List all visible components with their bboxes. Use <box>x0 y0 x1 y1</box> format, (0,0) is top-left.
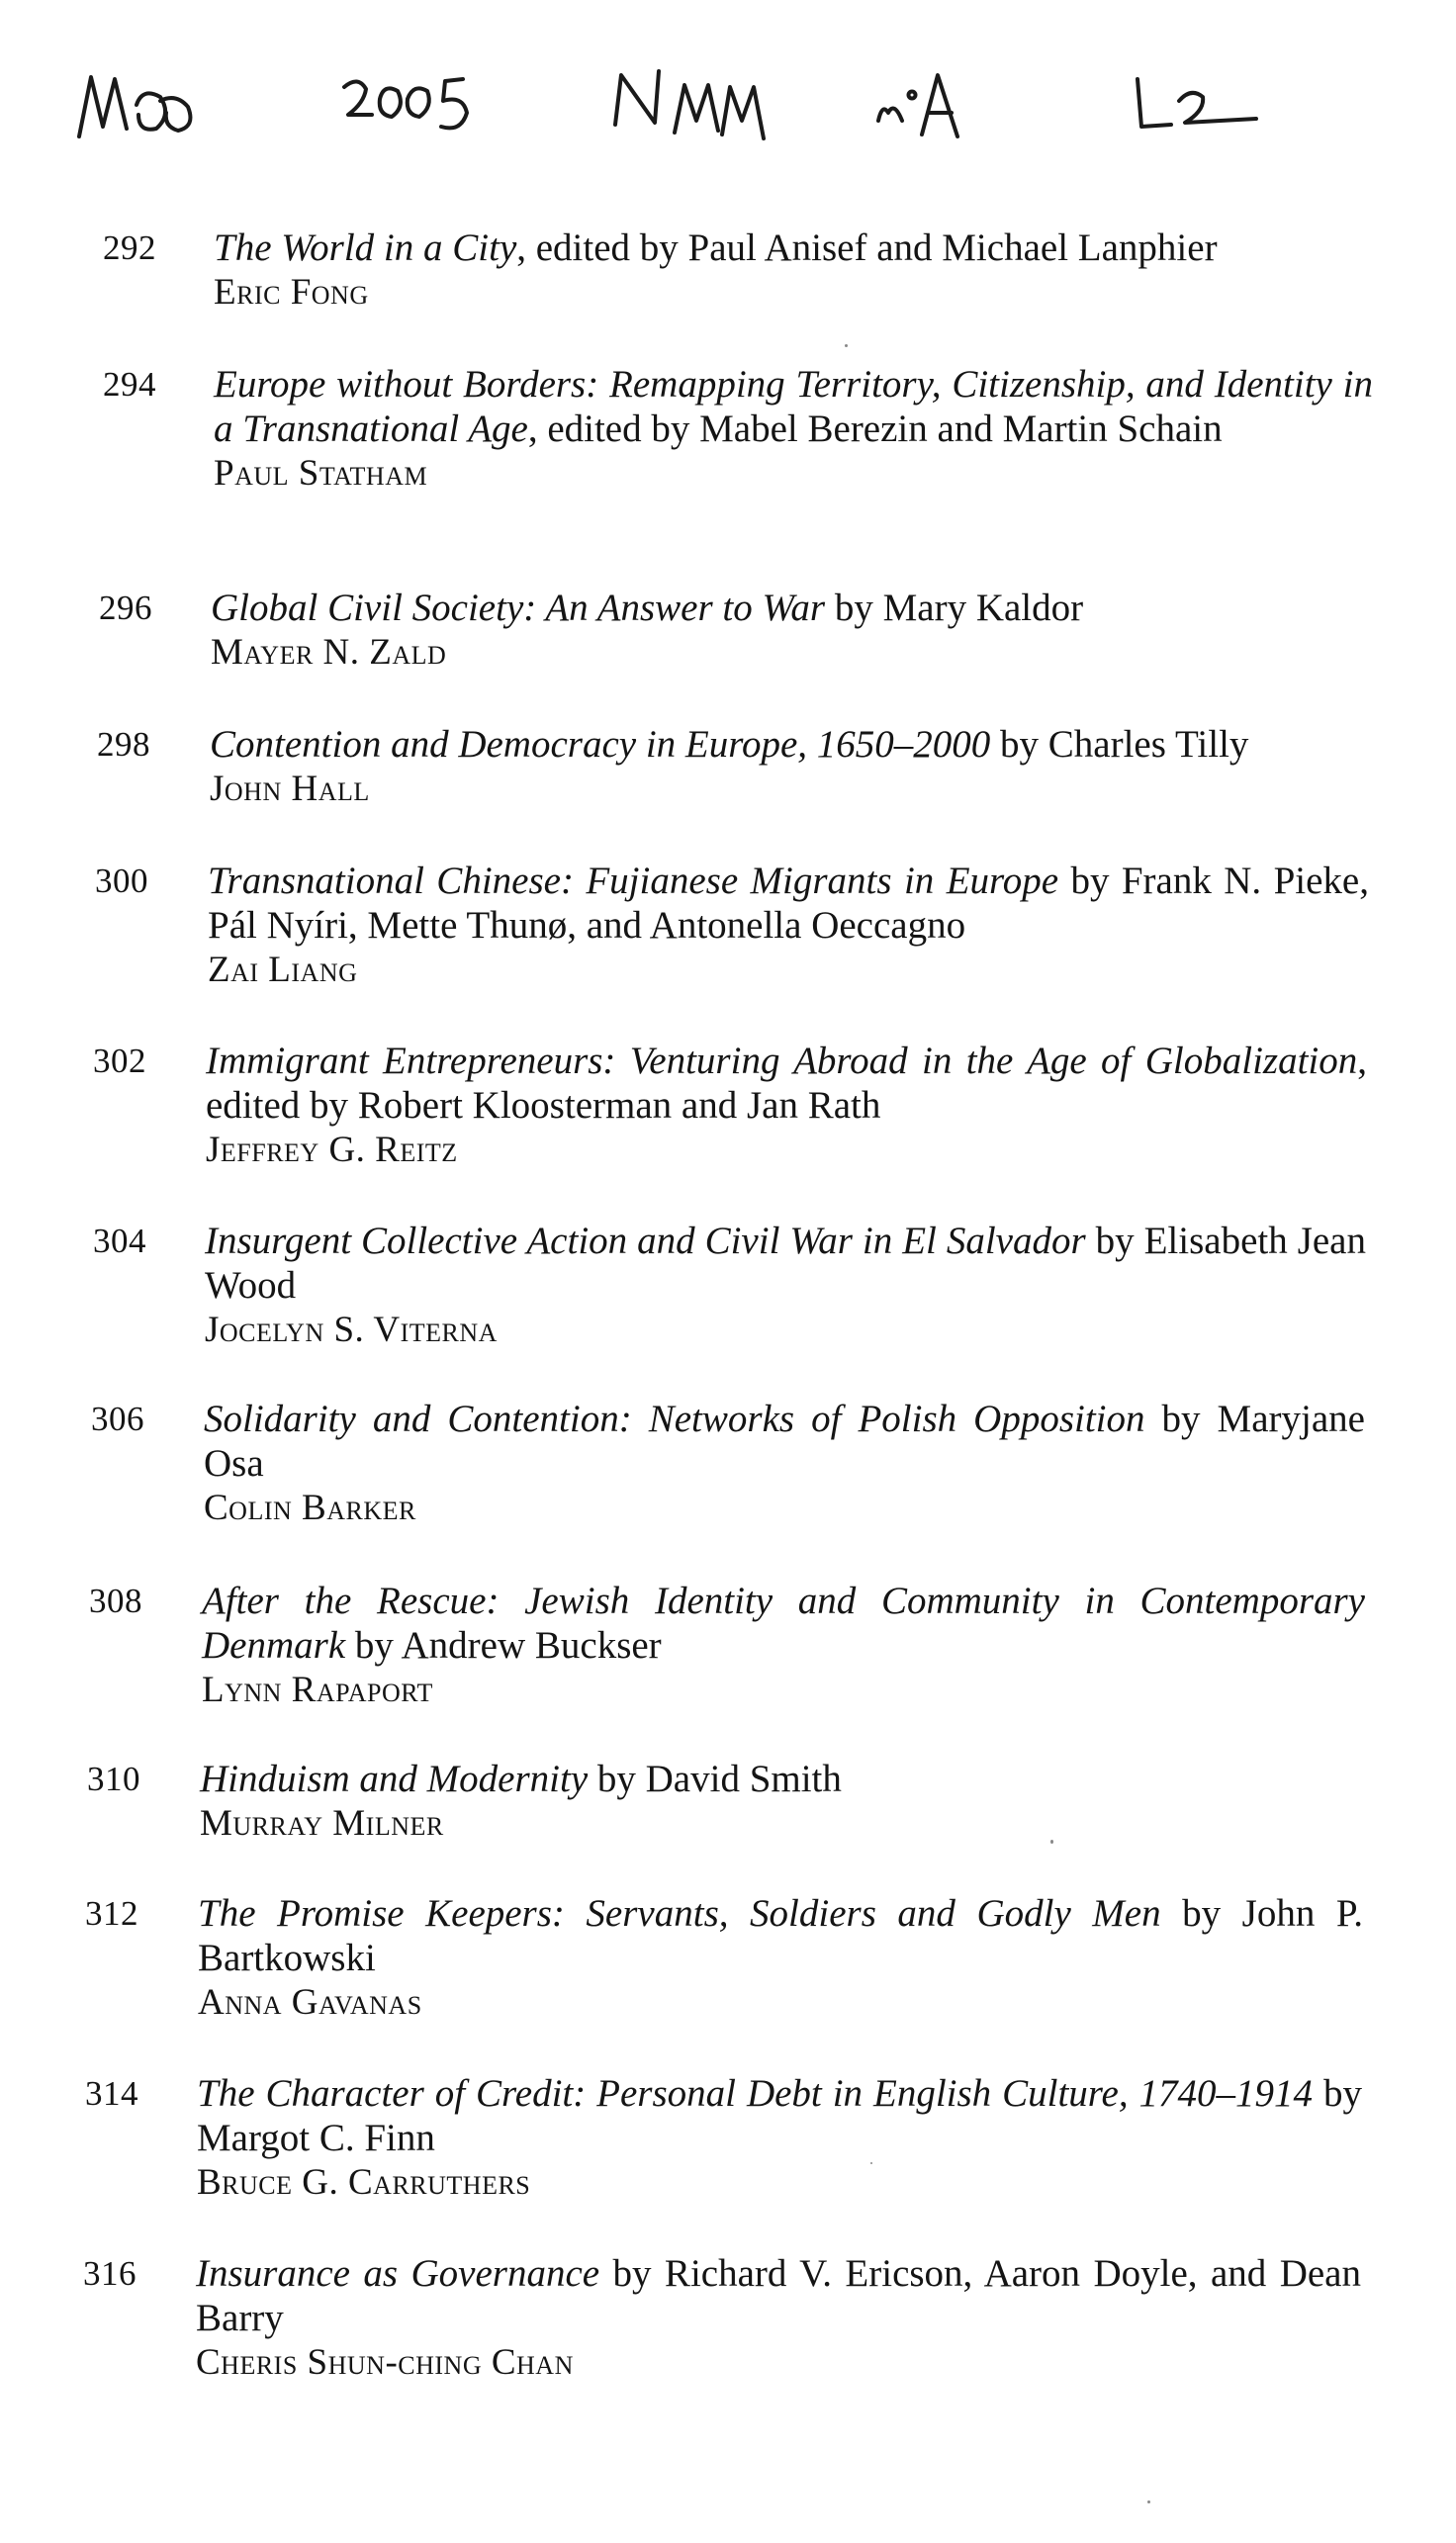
book-title: The Promise Keepers: Servants, Soldiers and Godly Men <box>198 1892 1161 1935</box>
book-title: Solidarity and Contention: Networks of Polish Opposition <box>204 1398 1145 1440</box>
entry-text <box>204 1397 1365 1530</box>
entry-text <box>200 1757 1363 1846</box>
book-details: by David Smith <box>588 1758 842 1800</box>
page-number: 296 <box>99 589 152 627</box>
book-title: Contention and Democracy in Europe, 1650–2000 <box>210 723 991 766</box>
book-title: Immigrant Entrepreneurs: Venturing Abroad in the Age of Globalization <box>206 1040 1358 1082</box>
entry-text <box>214 226 1373 315</box>
book-details: by Margot C. Finn <box>197 2072 1362 2159</box>
reviewer-name: Eric Fong <box>214 272 369 313</box>
reviewer-name: Mayer N. Zald <box>211 632 447 673</box>
book-details: by Mary Kaldor <box>825 587 1084 629</box>
entry-text <box>198 1891 1363 2025</box>
book-details: by Richard V. Ericson, Aaron Doyle, and Dean Barry <box>196 2252 1361 2339</box>
page-number: 300 <box>95 862 148 900</box>
entry-text <box>196 2251 1361 2385</box>
scan-speck <box>870 2162 872 2164</box>
book-title: The Character of Credit: Personal Debt in English Culture, 1740–1914 <box>197 2072 1314 2115</box>
book-title: Hinduism and Modernity <box>200 1758 589 1800</box>
book-details: by Elisabeth Jean Wood <box>205 1220 1366 1307</box>
page-number: 292 <box>103 228 156 267</box>
book-details: by Maryjane Osa <box>204 1398 1365 1485</box>
page-number: 304 <box>93 1222 146 1260</box>
reviewer-name: Jocelyn S. Viterna <box>205 1310 498 1350</box>
book-details: by John P. Bartkowski <box>198 1892 1364 1979</box>
reviewer-name: Cheris Shun-ching Chan <box>196 2342 574 2383</box>
scan-speck <box>1050 1840 1053 1844</box>
book-details: , edited by Robert Kloosterman and Jan Rath <box>206 1040 1367 1127</box>
reviewer-name: Bruce G. Carruthers <box>197 2162 531 2203</box>
book-details: , edited by Mabel Berezin and Martin Schain <box>527 408 1223 450</box>
book-title: Insurgent Collective Action and Civil War in El Salvador <box>205 1220 1086 1262</box>
book-details: , edited by Paul Anisef and Michael Lanphier <box>516 227 1218 269</box>
page-number: 302 <box>93 1042 146 1080</box>
reviewer-name: Colin Barker <box>204 1488 416 1528</box>
entry-text <box>211 586 1370 675</box>
reviewer-name: Anna Gavanas <box>198 1982 422 2023</box>
reviewer-name: John Hall <box>210 769 370 809</box>
entry-text <box>208 859 1369 992</box>
entry-text <box>202 1579 1365 1712</box>
book-details: by Charles Tilly <box>990 723 1249 766</box>
entry-text <box>197 2071 1362 2205</box>
page-number: 316 <box>83 2254 136 2293</box>
reviewer-name: Zai Liang <box>208 950 358 990</box>
book-title: Global Civil Society: An Answer to War <box>211 587 826 629</box>
scan-speck <box>845 344 848 347</box>
page-number: 308 <box>89 1582 142 1620</box>
book-details: by Andrew Buckser <box>345 1624 662 1667</box>
reviewer-name: Lynn Rapaport <box>202 1670 433 1710</box>
reviewer-name: Murray Milner <box>200 1803 444 1844</box>
reviewer-name: Paul Statham <box>214 453 428 494</box>
entry-text <box>210 722 1369 811</box>
entry-text <box>206 1039 1367 1172</box>
book-details: by Frank N. Pieke, Pál Nyíri, Mette Thunø, and Antonella Oeccagno <box>208 860 1369 947</box>
scan-speck <box>1147 2500 1150 2503</box>
book-title: After the Rescue: Jewish Identity and Community in Contemporary Denmark <box>202 1580 1365 1667</box>
book-title: The World in a City <box>214 227 517 269</box>
page-number: 306 <box>91 1400 144 1438</box>
page-number: 298 <box>97 725 150 764</box>
page-number: 310 <box>87 1760 140 1798</box>
reviewer-name: Jeffrey G. Reitz <box>206 1130 458 1170</box>
book-title: Insurance as Governance <box>196 2252 600 2295</box>
page-number: 312 <box>85 1894 138 1933</box>
entry-text <box>214 362 1373 496</box>
entry-text <box>205 1219 1366 1352</box>
page-number: 294 <box>103 365 156 404</box>
page-number: 314 <box>85 2074 138 2113</box>
book-title: Transnational Chinese: Fujianese Migrants in Europe <box>208 860 1059 902</box>
book-title: Europe without Borders: Remapping Territory, Citizenship, and Identity in a Transnational Age <box>214 363 1373 450</box>
